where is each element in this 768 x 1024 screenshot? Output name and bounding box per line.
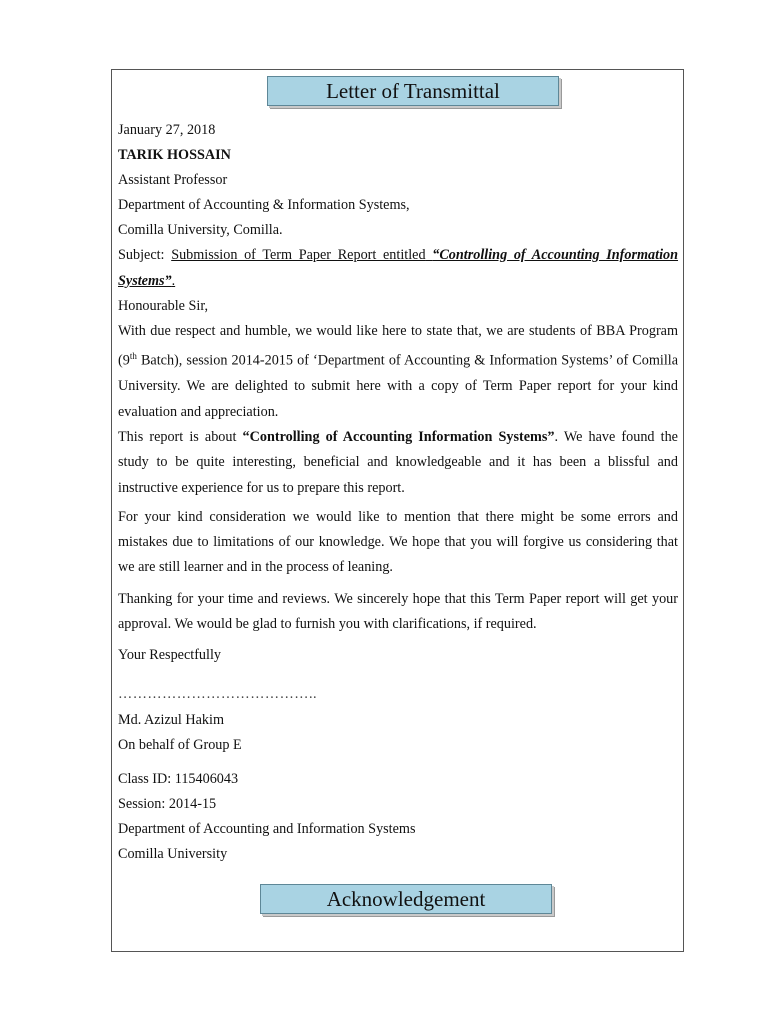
sender-name: Md. Azizul Hakim <box>118 712 224 729</box>
paragraph-3: For your kind consideration we would like to mention that there might be some errors and mistakes due to limitations of our knowledge. We hope that you will forgive us considering that we are still learner and in the process of leaning. <box>118 508 678 576</box>
letter-date: January 27, 2018 <box>118 122 216 138</box>
paragraph-1-part-1: With due respect and humble, we would like here to state that, we are students of BBA Program (9 <box>118 323 678 370</box>
acknowledgement-heading: Acknowledgement <box>260 884 552 914</box>
recipient-title: Assistant Professor <box>118 172 228 188</box>
paragraph-2 <box>118 425 678 501</box>
session: Session: 2014-15 <box>118 796 217 813</box>
closing: Your Respectfully <box>118 647 221 664</box>
paragraph-1 <box>118 319 678 425</box>
letter-of-transmittal-heading: Letter of Transmittal <box>267 76 559 106</box>
paragraph-4: Thanking for your time and reviews. We sincerely hope that this Term Paper report will get your approval. We would be glad to furnish you with clarifications, if required. <box>118 590 678 632</box>
subject-label: Subject: <box>118 247 165 263</box>
signature-line: ………………………………….. <box>118 686 318 703</box>
class-id: Class ID: 115406043 <box>118 771 239 788</box>
recipient-name: TARIK HOSSAIN <box>118 147 231 163</box>
recipient-university: Comilla University, Comilla. <box>118 222 283 238</box>
letter-body <box>118 118 678 867</box>
salutation: Honourable Sir, <box>118 298 209 314</box>
paragraph-1-part-2: Batch), session 2014-2015 of ‘Department of Accounting & Information Systems’ of Comilla University. We are delighted to submit here with a copy of Term Paper report for your kind evaluation and appreciation. <box>118 353 678 420</box>
paragraph-2-part-2: . We have found the study to be quite interesting, beneficial and knowledgeable and it has been a blissful and instructive experience for us to prepare this report. <box>118 428 678 496</box>
subject-line <box>118 243 678 294</box>
subject-text <box>118 247 678 289</box>
subject-end: . <box>171 272 176 289</box>
subject-text-plain: Submission of Term Paper Report entitled <box>171 247 426 263</box>
subject-title: “Controlling of Accounting Information Systems” <box>118 247 679 289</box>
sender-group: On behalf of Group E <box>118 737 242 754</box>
sender-university: Comilla University <box>118 846 228 863</box>
paragraph-2-part-1: This report is about <box>118 428 243 445</box>
paragraph-2-bold: “Controlling of Accounting Information Systems” <box>242 428 555 445</box>
recipient-department: Department of Accounting & Information Systems, <box>118 197 410 213</box>
sender-department: Department of Accounting and Information Systems <box>118 821 416 838</box>
paragraph-1-sup: th <box>129 351 137 362</box>
